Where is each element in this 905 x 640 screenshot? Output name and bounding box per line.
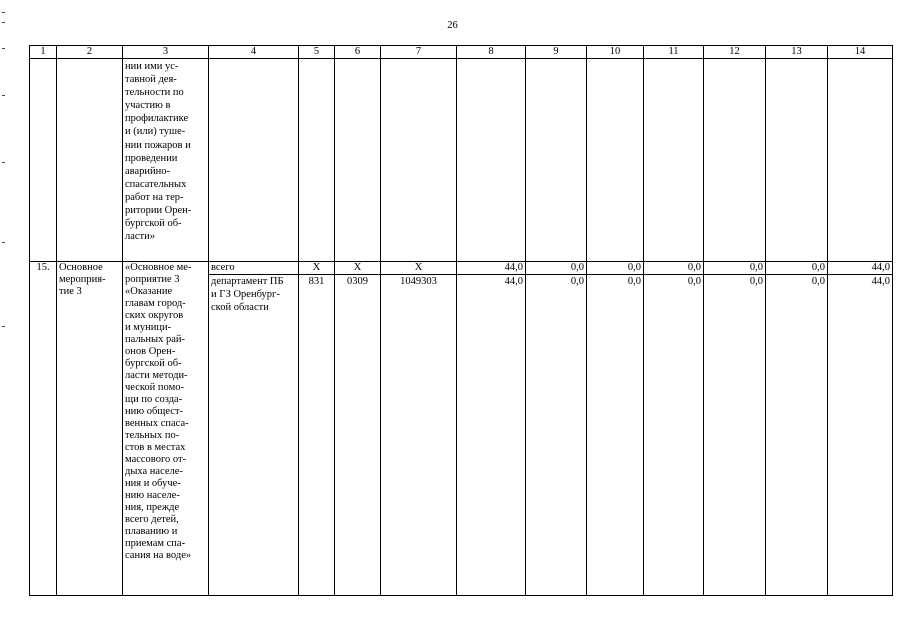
col-header: 8 (457, 46, 526, 59)
continuation-name-cell: нии ими ус- тавной дея- тельности по участию в профилактике и (или) туше- нии пожаров и проведении аварийно- спасательных работ на тер- ритории Орен- бургской об- ласти» (123, 59, 209, 262)
cell-c7: 1049303 (381, 275, 457, 596)
col-header: 13 (766, 46, 828, 59)
col-header: 9 (526, 46, 587, 59)
cell-c9: 0,0 (526, 262, 587, 275)
continuation-row (30, 59, 893, 262)
cell-c14: 44,0 (828, 275, 893, 596)
cell-c12: 0,0 (704, 275, 766, 596)
measure-name-cell: «Основное ме- роприятие 3 «Оказание главам город- ских округов и муници- пальных рай- онов Орен- бургской об- ласти методи- ческой помо- щи по созда- нию общест- венных спаса- тельных по- стов в местах массового от- дыха населе- ния и обуче- нию населе- ния, прежде всего детей, плаванию и приемам спа- сания на воде» (123, 262, 209, 596)
cell-c6: Х (335, 262, 381, 275)
column-number-row (30, 46, 893, 59)
col-header: 3 (123, 46, 209, 59)
row-number: 15. (30, 262, 57, 596)
col-header: 6 (335, 46, 381, 59)
cell-c13: 0,0 (766, 262, 828, 275)
col-header: 1 (30, 46, 57, 59)
cell-c8: 44,0 (457, 262, 526, 275)
cell-c12: 0,0 (704, 262, 766, 275)
cell-c11: 0,0 (644, 262, 704, 275)
page-number: 26 (447, 20, 458, 31)
cell-c13: 0,0 (766, 275, 828, 596)
col-header: 10 (587, 46, 644, 59)
col-header: 14 (828, 46, 893, 59)
col-header: 12 (704, 46, 766, 59)
cell-c5: 831 (299, 275, 335, 596)
cell-c11: 0,0 (644, 275, 704, 596)
col-header: 11 (644, 46, 704, 59)
source-label-dept: департамент ПБ и ГЗ Оренбург- ской области (209, 275, 299, 596)
col-header: 4 (209, 46, 299, 59)
cell-c14: 44,0 (828, 262, 893, 275)
col-header: 5 (299, 46, 335, 59)
budget-table (29, 45, 893, 596)
cell-c5: Х (299, 262, 335, 275)
cell-c8: 44,0 (457, 275, 526, 596)
measure-type-cell: Основное мероприя- тие 3 (57, 262, 123, 596)
cell-c10: 0,0 (587, 262, 644, 275)
cell-c6: 0309 (335, 275, 381, 596)
col-header: 7 (381, 46, 457, 59)
cell-c10: 0,0 (587, 275, 644, 596)
cell-c7: Х (381, 262, 457, 275)
cell-c9: 0,0 (526, 275, 587, 596)
table-row (30, 262, 893, 275)
scan-edge-marks (2, 0, 6, 640)
source-label-total: всего (209, 262, 299, 275)
col-header: 2 (57, 46, 123, 59)
